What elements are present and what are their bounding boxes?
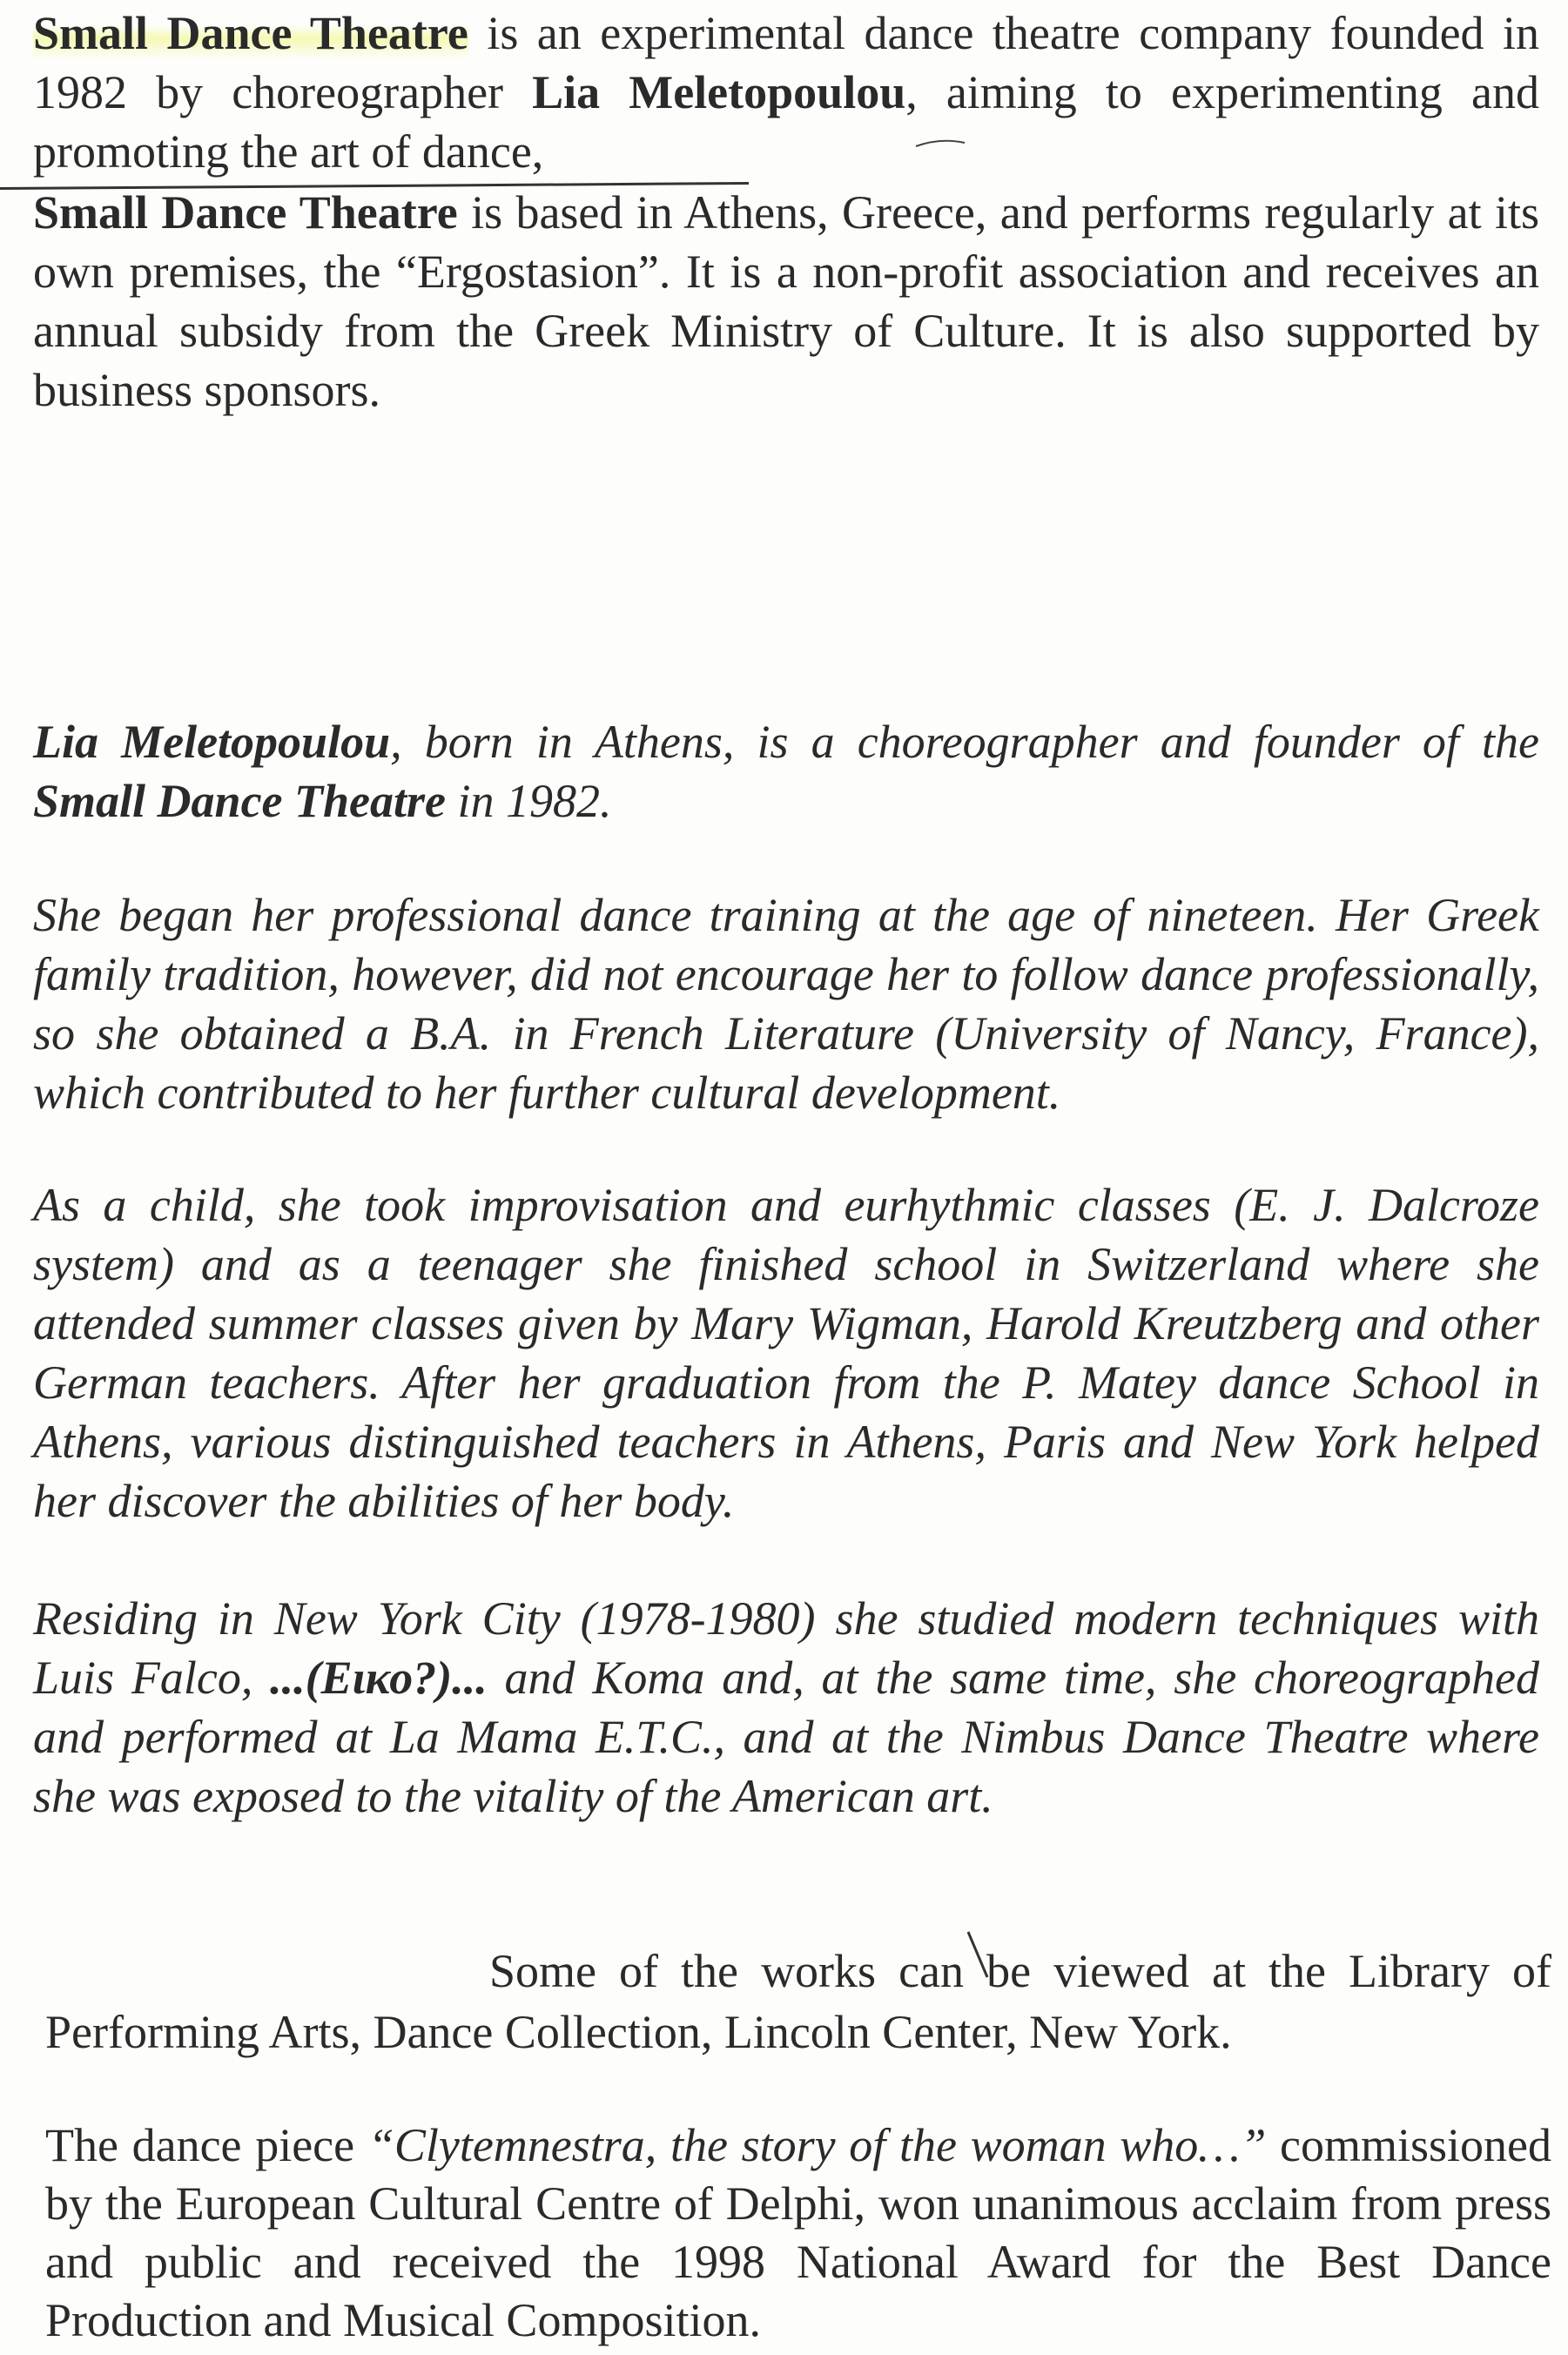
intro-text-b: , aiming to experimenting and promoting the art of dance, xyxy=(33,66,1539,178)
caret-mark-icon xyxy=(965,1928,991,1981)
founder-intro-text-a: , born in Athens, is a choreographer and founder of the xyxy=(390,716,1539,768)
clytemnestra-paragraph xyxy=(45,2116,1551,2350)
founder-intro-paragraph xyxy=(33,712,1539,831)
founder-name: Lia Meletopoulou xyxy=(33,716,391,768)
founder-name: Lia Meletopoulou xyxy=(532,66,906,118)
library-paragraph: Some of the works can be viewed at the Library of Performing Arts, Dance Collection, Lincoln Center, New York. xyxy=(45,1945,1551,2058)
clytemnestra-text-b: commissioned by the European Cultural Centre of Delphi, won unanimous acclaim from press and public and received the 1998 National Award for the Best Dance Production and Musical Composition. xyxy=(45,2119,1552,2346)
company-name: Small Dance Theatre xyxy=(33,186,458,239)
company-base-text: is based in Athens, Greece, and performs regularly at its own premises, the “Ergostasion”. It is a non-profit association and receives an annual subsidy from the Greek Ministry of Culture. It is also supported by business sponsors. xyxy=(33,186,1539,416)
childhood-paragraph: As a child, she took improvisation and eurhythmic classes (E. J. Dalcroze system) and as a teenager she finished school in Switzerland where she attended summer classes given by Mary Wigman, Harold Kreutzberg and other German teachers. After her graduation from the P. Matey dance School in Athens, various distinguished teachers in Athens, Paris and New York helped her discover the abilities of her body. xyxy=(33,1179,1539,1527)
clytemnestra-text-a: The dance piece xyxy=(45,2119,368,2171)
new-york-text-b: and Koma and, at the same time, she choreographed and performed at La Mama E.T.C., and at the Nimbus Dance Theatre where she was exposed to the vitality of the American art. xyxy=(33,1652,1539,1822)
company-name: Small Dance Theatre xyxy=(33,775,446,827)
new-york-paragraph xyxy=(33,1589,1539,1826)
uncertain-name: ...(Εικο?)... xyxy=(270,1652,488,1704)
founder-intro-text-b: in 1982. xyxy=(445,775,612,827)
company-intro-paragraph xyxy=(33,3,1539,181)
work-title: “Clytemnestra, the story of the woman who…” xyxy=(367,2119,1267,2171)
training-paragraph: She began her professional dance training at the age of nineteen. Her Greek family tradition, however, did not encourage her to follow dance professionally, so she obtained a B.A. in French Literature (University of Nancy, France), which contributed to her further cultural development. xyxy=(33,889,1539,1119)
company-base-paragraph xyxy=(33,183,1539,420)
pen-mark-icon xyxy=(914,131,966,157)
company-name: Small Dance Theatre xyxy=(33,7,468,59)
new-york-text-a: Residing in New York City (1978-1980) she studied modern techniques with Luis Falco, xyxy=(33,1592,1539,1704)
intro-text-a: is an experimental dance theatre company founded in 1982 by choreographer xyxy=(33,7,1539,118)
